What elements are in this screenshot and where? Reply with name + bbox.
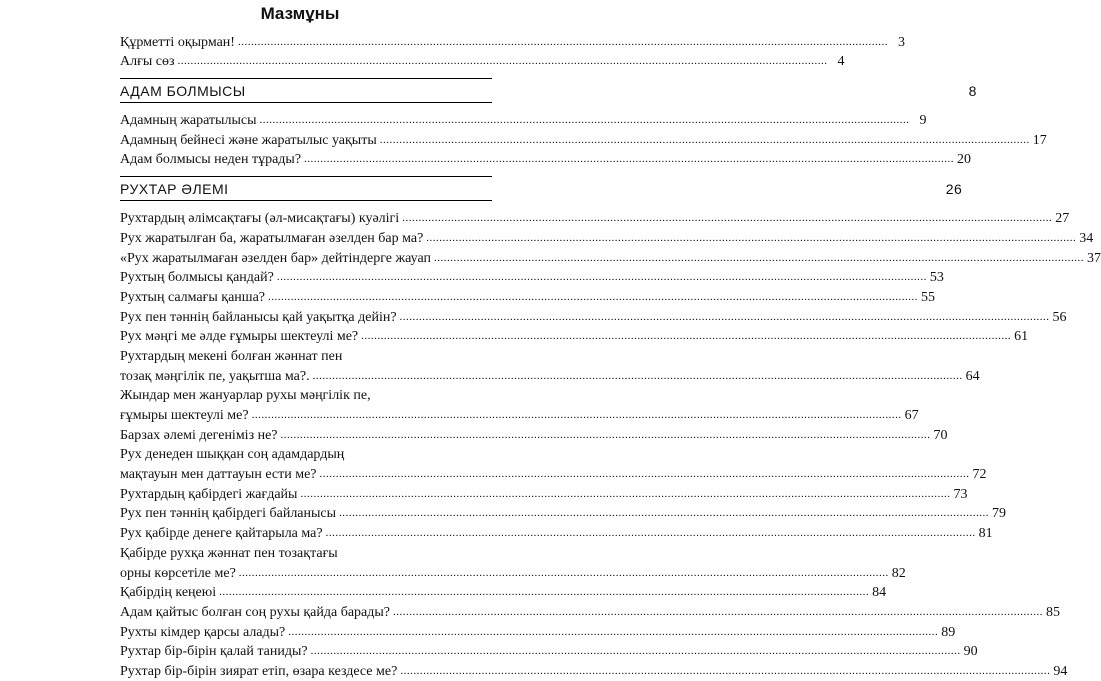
toc-entry-page-number: 89 [941,624,956,640]
toc-entry-label: РУХТАР ӘЛЕМІ [120,181,229,198]
toc-entry-page-number: 37 [1087,250,1101,266]
toc-entry-page-number: 26 [945,181,963,198]
toc-entry-page-number: 72 [972,467,987,483]
toc-entry [120,622,956,642]
dot-leader: ........................................................................................................................................................................................................ [361,330,1012,343]
toc-entry-page-number: 34 [1079,230,1094,246]
toc-entry [120,366,980,386]
toc-entry-page-number: 90 [963,644,978,660]
toc-entry [120,248,1101,268]
dot-leader: ........................................................................................................................................................................................................ [304,153,955,166]
toc-entry-page-number: 73 [953,486,968,502]
toc-entry-label: Рухтардың әлімсақтағы (әл-мисақтағы) куәлігі [120,211,400,227]
dot-leader: ........................................................................................................................................................................................................ [319,468,970,481]
toc-entry [120,327,1029,347]
toc-entry-page-number: 55 [921,289,936,305]
toc-entry [120,523,993,543]
toc-entry [120,32,905,52]
toc-entry-label: Рух жаратылған ба, жаратылмаған әзелден бар ма? [120,230,424,246]
toc-entry [120,583,887,603]
toc-entry-label: Адам болмысы неден тұрады? [120,152,302,168]
dot-leader: ........................................................................................................................................................................................................ [426,231,1077,244]
toc-entry-label: Рухтардың қабірдегі жағдайы [120,486,298,502]
toc-entry-page-number: 4 [837,54,845,70]
toc-entry-page-number: 67 [904,408,919,423]
toc-entry-label: Құрметті оқырман! [120,34,235,50]
toc-entry-page-number: 9 [919,113,927,129]
toc-entry [120,602,1060,622]
dot-leader: ........................................................................................................................................................................................................ [276,271,927,284]
toc-entry [120,110,927,130]
toc-entry [120,208,1070,228]
toc-entry-label: мақтауын мен даттауын ести ме? [120,467,317,483]
page-title: Мазмұны [260,4,340,23]
dot-leader [249,83,960,102]
toc-entry [120,52,845,72]
dot-leader: ........................................................................................................................................................................................................ [280,428,931,441]
dot-leader: ........................................................................................................................................................................................................ [393,605,1043,618]
toc-entry [120,543,492,563]
dot-leader [232,181,943,200]
toc-entry-label: тозақ мәңгілік пе, уақытша ма?. [120,368,310,384]
toc-entry-label: Алғы сөз [120,54,175,70]
dot-leader: ........................................................................................................................................................................................................ [310,645,961,658]
toc-entry-label: Рухтың салмағы қанша? [120,289,266,305]
dot-leader: ........................................................................................................................................................................................................ [219,586,870,599]
toc-entry [120,563,906,583]
toc-entry [120,661,1068,681]
toc-entry-page-number: 27 [1055,211,1070,227]
toc-entry [120,287,936,307]
toc-entry-page-number: 3 [897,34,905,50]
dot-leader: ........................................................................................................................................................................................................ [177,55,828,68]
toc-entry-label: Рухтар бір-бірін қалай таниды? [120,644,308,660]
table-of-contents [120,32,1101,681]
toc-entry [120,405,919,425]
toc-entry-label: АДАМ БОЛМЫСЫ [120,83,246,100]
toc-entry [120,346,492,366]
toc-entry-page-number: 56 [1052,309,1067,325]
toc-entry-label: Қабірде рухқа жәннат пен тозақтағы [120,545,338,561]
toc-entry-label: Рухтың болмысы қандай? [120,270,274,286]
toc-entry-page-number: 94 [1053,663,1068,679]
dot-leader: ........................................................................................................................................................................................................ [379,133,1030,146]
toc-entry-label: Жындар мен жануарлар рухы мәңгілік пе, [120,388,371,404]
toc-entry [120,464,987,484]
toc-entry [120,150,972,170]
toc-entry-label: Рух мәңгі ме әлде ғұмыры шектеулі ме? [120,329,359,345]
toc-entry-page-number: 17 [1032,132,1047,148]
toc-entry [120,445,492,465]
toc-entry-page-number: 53 [929,270,944,286]
toc-entry-page-number: 79 [992,506,1007,522]
dot-leader: ........................................................................................................................................................................................................ [237,35,888,48]
toc-entry-page-number: 70 [933,427,948,443]
toc-entry-label: Рухты кімдер қарсы алады? [120,624,286,640]
toc-entry [120,642,978,662]
toc-entry [120,386,492,406]
toc-entry-label: Қабірдің кеңеюі [120,585,217,601]
toc-entry [120,425,948,445]
toc-section-heading [120,78,977,103]
dot-leader: ........................................................................................................................................................................................................ [402,212,1053,225]
toc-entry [120,504,1007,524]
toc-entry-page-number: 82 [891,565,906,581]
dot-leader: ........................................................................................................................................................................................................ [238,566,889,579]
toc-entry [120,268,944,288]
dot-leader: ........................................................................................................................................................................................................ [434,251,1085,264]
dot-leader: ........................................................................................................................................................................................................ [325,527,976,540]
dot-leader: ........................................................................................................................................................................................................ [268,290,919,303]
toc-entry-label: Адам қайтыс болған соң рухы қайда барады? [120,604,390,620]
toc-entry-label: Адамның бейнесі және жаратылыс уақыты [120,132,377,148]
toc-entry-page-number: 20 [957,152,972,168]
toc-entry-label: ғұмыры шектеулі ме? [120,408,249,423]
dot-leader: ........................................................................................................................................................................................................ [339,507,990,520]
toc-entry-page-number: 61 [1014,329,1029,345]
toc-entry-label: Барзах әлемі дегеніміз не? [120,427,278,443]
dot-leader: ........................................................................................................................................................................................................ [400,664,1051,677]
toc-entry-page-number: 64 [965,368,980,384]
toc-entry [120,307,1067,327]
dot-leader: ........................................................................................................................................................................................................ [300,487,951,500]
toc-entry-label: орны көрсетіле ме? [120,565,236,581]
dot-leader: ........................................................................................................................................................................................................ [312,369,963,382]
toc-entry-page-number: 84 [872,585,887,601]
toc-entry-page-number: 8 [968,83,977,100]
toc-entry-page-number: 85 [1046,604,1060,620]
toc-entry [120,130,1047,150]
toc-entry-label: Рух қабірде денеге қайтарыла ма? [120,526,323,542]
toc-entry [120,228,1094,248]
dot-leader: ........................................................................................................................................................................................................ [288,625,939,638]
dot-leader: ........................................................................................................................................................................................................ [251,409,902,421]
toc-entry-label: Рухтардың мекені болған жәннат пен [120,348,343,364]
toc-section-heading [120,176,963,201]
toc-entry-label: Рух пен тәннің қабірдегі байланысы [120,506,337,522]
toc-entry-page-number: 81 [978,526,993,542]
toc-entry [120,484,968,504]
dot-leader: ........................................................................................................................................................................................................ [259,114,910,127]
toc-entry-label: Рух денеден шыққан соң адамдардың [120,447,345,463]
dot-leader: ........................................................................................................................................................................................................ [399,310,1050,323]
toc-entry-label: Рухтар бір-бірін зиярат етіп, өзара кездесе ме? [120,663,398,679]
toc-entry-label: Адамның жаратылысы [120,113,257,129]
toc-entry-label: Рух пен тәннің байланысы қай уақытқа дейін? [120,309,397,325]
toc-entry-label: «Рух жаратылмаған әзелден бар» дейтіндерге жауап [120,250,432,266]
